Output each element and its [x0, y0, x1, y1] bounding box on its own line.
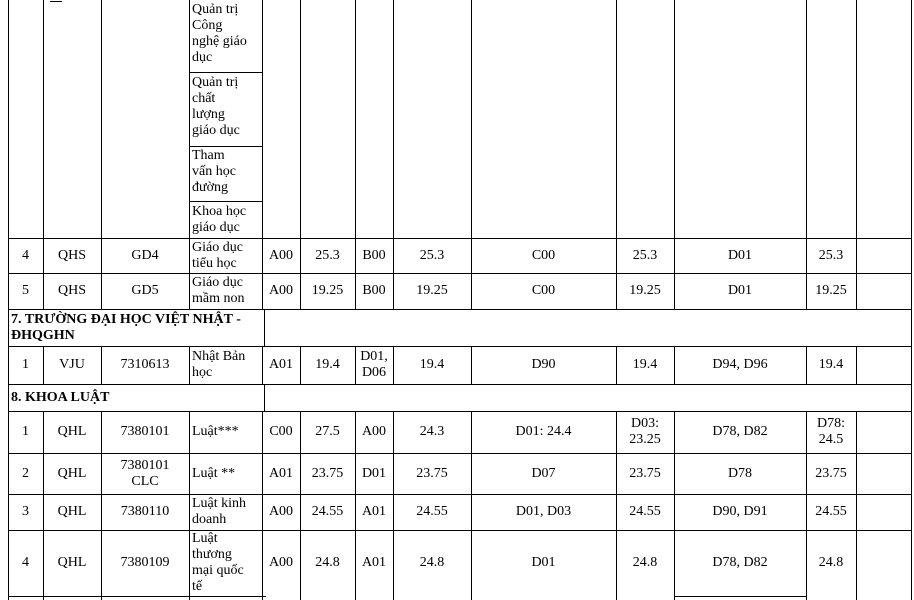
score-cell: 19.25 [629, 283, 661, 298]
major-code-cell: 7380101 [120, 424, 170, 439]
combo-cell: D01 [727, 283, 753, 298]
major-code-cell: 7310613 [120, 357, 170, 372]
grid-line [8, 273, 912, 274]
score-cell: 19.25 [311, 283, 344, 298]
stt-cell: 2 [22, 465, 29, 481]
combo-cell: C00 [269, 424, 293, 439]
stt-cell: 1 [22, 357, 29, 372]
score-cell: 23.75 [629, 465, 661, 481]
grid-line [355, 411, 356, 600]
grid-line [806, 411, 807, 600]
combo-cell: D90 [531, 357, 556, 372]
score-cell: 23.75 [311, 465, 344, 481]
grid-line [806, 346, 807, 384]
score-cell: 24.55 [629, 504, 661, 519]
score-cell: 19.25 [815, 283, 847, 298]
combo-cell: A01 [361, 555, 387, 570]
school-code-cell: VJU [59, 357, 85, 372]
score-cell: 19.4 [419, 357, 445, 372]
combo-cell: A00 [361, 424, 387, 439]
grid-line [8, 384, 912, 385]
score-cell: 19.4 [632, 357, 658, 372]
score-cell: 24.8 [632, 555, 658, 570]
grid-line [101, 411, 102, 600]
major-name-cell: Luật*** [192, 424, 239, 439]
grid-line [8, 238, 912, 239]
score-cell: 19.4 [818, 357, 844, 372]
combo-cell: D01: 24.4 [515, 424, 572, 439]
stt-cell: 1 [22, 424, 29, 439]
grid-line [189, 411, 190, 600]
grid-line [189, 146, 262, 147]
grid-line [300, 0, 301, 309]
stt-cell: 3 [22, 504, 29, 519]
grid-line [264, 309, 265, 346]
grid-line [189, 346, 190, 384]
school-code-cell: QHL [57, 555, 87, 570]
score-cell: 19.25 [416, 283, 448, 298]
grid-line [674, 596, 806, 597]
score-cell: 24.55 [311, 504, 344, 519]
grid-line [8, 530, 912, 531]
combo-cell: D78 [727, 465, 753, 481]
grid-line [8, 411, 912, 412]
grid-line [43, 0, 44, 309]
grid-line [674, 411, 675, 600]
combo-cell: A00 [268, 247, 294, 263]
grid-line [8, 346, 912, 347]
grid-line [674, 346, 675, 384]
score-cell: 24.8 [315, 555, 340, 570]
score-cell: 25.3 [632, 247, 658, 263]
grid-line [189, 0, 190, 309]
subject-cell: Tham vấn học đường [192, 148, 236, 195]
stt-cell: 5 [22, 283, 29, 298]
combo-cell: D78, D82 [712, 424, 768, 439]
major-name-cell: Giáo dục tiểu học [192, 239, 243, 271]
score-cell: 25.3 [818, 247, 844, 263]
grid-line [8, 453, 912, 454]
grid-line [393, 346, 394, 384]
combo-cell: A01 [268, 465, 294, 481]
score-cell: D78: 24.5 [817, 416, 845, 447]
grid-line [674, 0, 675, 309]
combo-cell: D01 [727, 247, 753, 263]
grid-line [264, 384, 265, 411]
grid-line [393, 411, 394, 600]
major-code-cell: GD5 [131, 283, 159, 298]
combo-cell: A00 [268, 283, 294, 298]
grid-line [471, 0, 472, 309]
section-header: 8. KHOA LUẬT [11, 389, 110, 405]
combo-cell: D78, D82 [712, 555, 768, 570]
grid-line [856, 346, 857, 384]
score-cell: 24.55 [416, 504, 448, 519]
stt-cell: 4 [22, 555, 29, 570]
school-code-cell: QHL [57, 424, 87, 439]
combo-cell: B00 [362, 283, 386, 298]
major-name-cell: Luật kinh doanh [192, 496, 247, 527]
combo-cell: B00 [362, 247, 386, 263]
combo-cell: D07 [531, 465, 556, 481]
combo-cell: A01 [268, 357, 294, 372]
grid-line [8, 494, 912, 495]
grid-line [300, 346, 301, 384]
combo-cell: D01, D03 [515, 504, 572, 519]
combo-cell: D90, D91 [712, 504, 768, 519]
subject-cell: Quản trị chất lượng giáo dục [192, 75, 240, 138]
grid-line [856, 0, 857, 309]
combo-cell: D01 [531, 555, 556, 570]
grid-line [616, 346, 617, 384]
score-cell: 25.3 [419, 247, 445, 263]
score-cell: D03: 23.25 [629, 416, 661, 447]
major-code-cell: GD4 [131, 247, 159, 263]
grid-line [262, 0, 263, 309]
major-name-cell: Luật thương mại quốc tế [192, 531, 244, 594]
major-code-cell: 7380110 [120, 504, 170, 519]
score-cell: 27.5 [315, 424, 340, 439]
combo-cell: A00 [268, 555, 294, 570]
combo-cell: C00 [531, 283, 556, 298]
subject-cell: Khoa học giáo dục [192, 204, 247, 235]
grid-line [189, 72, 262, 73]
grid-line [50, 1, 62, 2]
score-cell: 23.75 [416, 465, 448, 481]
combo-cell: D94, D96 [712, 357, 768, 372]
major-code-cell: 7380109 [120, 555, 170, 570]
score-cell: 24.55 [815, 504, 847, 519]
grid-line [43, 346, 44, 384]
section-header: 7. TRƯỜNG ĐẠI HỌC VIỆT NHẬT - ĐHQGHN [11, 311, 241, 343]
school-code-cell: QHL [57, 504, 87, 519]
score-cell: 19.4 [315, 357, 340, 372]
combo-cell: D01 [361, 465, 387, 481]
school-code-cell: QHS [57, 283, 86, 298]
combo-cell: D01, D06 [360, 349, 388, 380]
grid-line [355, 346, 356, 384]
score-cell: 24.3 [419, 424, 445, 439]
subject-cell: Quản trị Công nghệ giáo dục [192, 2, 247, 65]
grid-line [43, 411, 44, 600]
combo-cell: A01 [361, 504, 387, 519]
grid-line [189, 201, 262, 202]
grid-line [806, 0, 807, 309]
grid-line [300, 411, 301, 600]
grid-line [471, 346, 472, 384]
grid-line [856, 411, 857, 600]
grid-line [262, 346, 263, 384]
grid-line [616, 411, 617, 600]
school-code-cell: QHS [57, 247, 86, 263]
score-cell: 25.3 [315, 247, 340, 263]
score-cell: 23.75 [815, 465, 847, 481]
grid-line [911, 0, 912, 600]
major-code-cell: 7380101 CLC [120, 457, 170, 489]
major-name-cell: Giáo dục mầm non [192, 275, 245, 306]
grid-line [262, 411, 263, 600]
grid-line [355, 0, 356, 309]
stt-cell: 4 [22, 247, 29, 263]
grid-line [471, 411, 472, 600]
grid-line [616, 0, 617, 309]
grid-line [393, 0, 394, 309]
score-cell: 24.8 [818, 555, 844, 570]
grid-line [8, 0, 9, 600]
major-name-cell: Nhật Bản học [192, 349, 246, 380]
school-code-cell: QHL [57, 465, 87, 481]
major-name-cell: Luật ** [192, 465, 236, 481]
score-cell: 24.8 [419, 555, 445, 570]
combo-cell: A00 [268, 504, 294, 519]
grid-line [8, 309, 912, 310]
grid-line [101, 346, 102, 384]
grid-line [101, 0, 102, 309]
combo-cell: C00 [531, 247, 556, 263]
grid-line [8, 596, 266, 597]
